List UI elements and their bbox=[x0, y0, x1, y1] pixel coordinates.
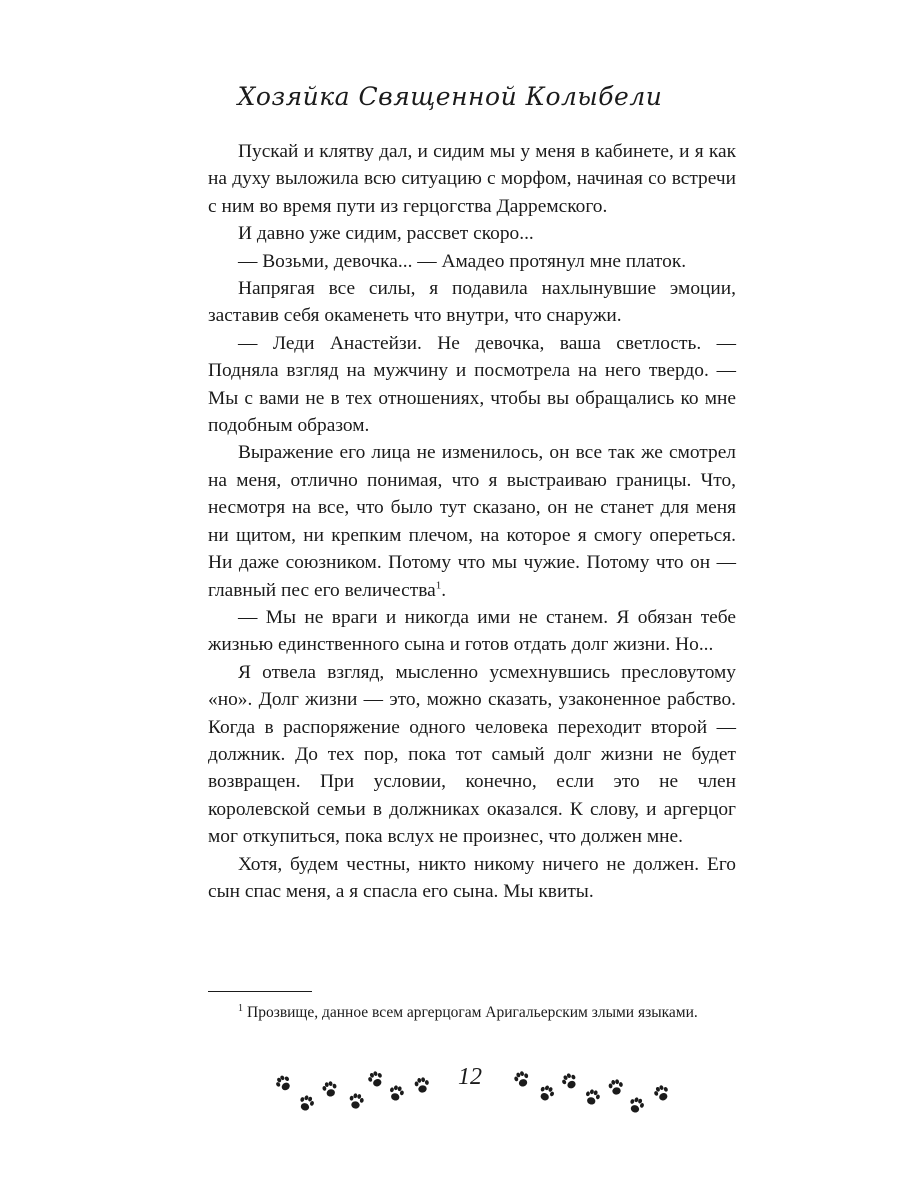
paragraph: Хотя, будем честны, никто никому ничего не должен. Его сын спас меня, а я спасла его сына. Мы квиты. bbox=[208, 853, 736, 902]
paragraph: Пускай и клятву дал, и сидим мы у меня в кабинете, и я как на духу выложила всю ситуацию с морфом, начиная со встречи с ним во время пути из герцогства Дарремского. bbox=[208, 141, 736, 217]
paw-print-icon bbox=[608, 1078, 625, 1095]
paw-prints-ornament-right bbox=[508, 1060, 678, 1120]
paw-print-icon bbox=[297, 1094, 315, 1113]
footnote-marker: 1 bbox=[238, 1002, 243, 1014]
paw-print-icon bbox=[560, 1071, 580, 1091]
paw-print-icon bbox=[513, 1070, 531, 1089]
paw-print-icon bbox=[388, 1084, 406, 1102]
paragraph: — Возьми, девочка... — Амадео протянул мне платок. bbox=[238, 250, 687, 272]
footnote-text: Прозвище, данное всем аргерцогам Аригальерским злыми языками. bbox=[247, 1004, 698, 1021]
paw-print-icon bbox=[652, 1083, 671, 1103]
paw-print-icon bbox=[537, 1083, 556, 1103]
paw-print-icon bbox=[274, 1073, 294, 1093]
paragraph-text: Выражение его лица не изменилось, он все так же смотрел на меня, отлично понимая, что я выстраиваю границы. Что, несмотря на все, что было тут сказано, он не станет для меня ни щитом, ни крепким плечом, на которое я смогу опереться. Ни даже союзником. Потому что мы чужие. Потому что он — главный пес его величества bbox=[208, 442, 736, 601]
paw-print-icon bbox=[414, 1076, 431, 1093]
paragraph: Напрягая все силы, я подавила нахлынувшие эмоции, заставив себя окаменеть что внутри, что снаружи. bbox=[208, 278, 736, 327]
paragraph: — Леди Анастейзи. Не девочка, ваша светлость. — Подняла взгляд на мужчину и посмотрела на него твердо. — Мы с вами не в тех отношениях, чтобы вы обращались ко мне подобным образом. bbox=[208, 332, 736, 437]
main-text bbox=[208, 138, 736, 905]
paragraph bbox=[208, 439, 736, 603]
paw-print-icon bbox=[584, 1088, 602, 1106]
running-title: Хозяйка Священной Колыбели bbox=[237, 82, 663, 111]
paragraph: И давно уже сидим, рассвет скоро... bbox=[238, 223, 534, 245]
footnote bbox=[208, 1001, 736, 1025]
paw-prints-ornament-left bbox=[272, 1060, 442, 1120]
paw-print-icon bbox=[321, 1080, 339, 1098]
paragraph-tail: . bbox=[441, 579, 447, 601]
paw-print-icon bbox=[627, 1096, 645, 1115]
page-number: 12 bbox=[458, 1064, 482, 1090]
footnote-divider bbox=[208, 991, 312, 992]
paragraph: Я отвела взгляд, мысленно усмехнувшись пресловутому «но». Долг жизни — это, можно сказать, узаконенное рабство. Когда в распоряжение одного человека переходит второй — должник. До тех пор, пока тот самый долг жизни не будет возвращен. При условии, конечно, если это не член королевской семьи в должниках оказался. К слову, и аргерцог мог откупиться, пока вслух не произнес, что должен мне. bbox=[208, 661, 736, 848]
footnote-reference[interactable]: 1 bbox=[435, 579, 442, 592]
paw-print-icon bbox=[366, 1069, 385, 1089]
paw-print-icon bbox=[348, 1093, 365, 1110]
paragraph: — Мы не враги и никогда ими не станем. Я обязан тебе жизнью единственного сына и готов отдать долг жизни. Но... bbox=[208, 606, 736, 656]
